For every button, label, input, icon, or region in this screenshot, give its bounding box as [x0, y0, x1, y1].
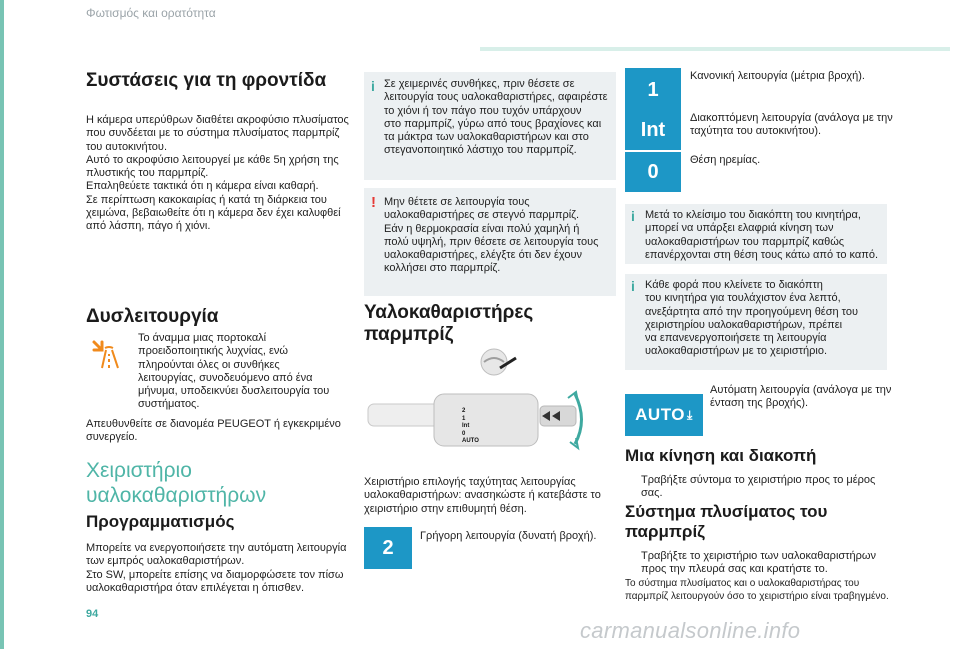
care-title: Συστάσεις για τη φροντίδα — [86, 70, 327, 91]
chapter-header: Φωτισμός και ορατότητα — [86, 6, 216, 20]
front-wipers-title: Υαλοκαθαριστήρες παρμπρίζ — [364, 302, 534, 345]
washer-title: Σύστημα πλυσίματος του παρμπρίζ — [625, 502, 828, 541]
info-icon: i — [371, 78, 375, 94]
stalk-caption: Χειριστήριο επιλογής ταχύτητας λειτουργίας υαλοκαθαριστήρων: ανασηκώστε ή κατεβάστε το χειριστήριο στην επιθυμητή θέση. — [364, 476, 601, 515]
int-tile: Int — [625, 110, 681, 150]
care-text: Η κάμερα υπερύθρων διαθέτει ακροφύσιο πλυσίματος που συνδέεται με το σύστημα πλυσίματος παρμπρίζ του αυτοκινήτου. Αυτό το ακροφύσιο λειτουργεί με κάθε 5η χρήση της πλυστικής του παρμπρίζ. Επαληθεύετε τακτικά ότι η κάμερα είναι καθαρή. Σε περίπτωση κακοκαιρίας ή κατά τη διάρκεια του χειμώνα, βεβαιωθείτε ότι η κάμερα δεν έχει καλυφθεί από λάσπη, πάγο ή χιόνι. — [86, 114, 349, 233]
warning-note: ! Μην θέτετε σε λειτουργία τους υαλοκαθαριστήρες σε στεγνό παρμπρίζ. Εάν η θερμοκρασία είναι πολύ χαμηλή ή πολύ υψηλή, πριν θέσετε σε λειτουργία τους υαλοκαθαριστήρες, ελέγξτε ότι δεν έχουν κολλήσει στο παρμπρίζ. — [364, 188, 616, 296]
winter-note: i Σε χειμερινές συνθήκες, πριν θέσετε σε λειτουργία τους υαλοκαθαριστήρες, αφαιρέστε το χιόνι ή τον πάγο που τυχόν υπάρχουν στο παρμπρίζ, γύρω από τους βραχίονες και τα μάκτρα των υαλοκαθαριστήρων και στο στεγανοποιητικό λάστιχο του παρμπρίζ. — [364, 72, 616, 180]
washer-text: Τραβήξτε το χειριστήριο των υαλοκαθαριστήρων προς την πλευρά σας και κρατήστε το. — [641, 550, 876, 576]
off-text: Θέση ηρεμίας. — [690, 154, 761, 166]
speed2-tile: 2 — [364, 527, 412, 569]
speed2-text: Γρήγορη λειτουργία (δυνατή βροχή). — [420, 530, 597, 542]
programming-title: Προγραμματισμός — [86, 512, 235, 531]
watermark: carmanualsonline.info — [580, 618, 801, 643]
auto-tile: AUTO ⤓ — [625, 394, 703, 436]
reactivation-note: i Κάθε φορά που κλείνετε το διακόπτη του κινητήρα για τουλάχιστον ένα λεπτό, ανεξάρτητα από την προηγούμενη θέση του χειριστηρίου υαλοκαθαριστήρων, πρέπει να επανενεργοποιήσετε τη λειτουργία υαλοκαθαριστήρων με το χειριστήριο. — [625, 274, 887, 370]
programming-text: Μπορείτε να ενεργοποιήσετε την αυτόματη λειτουργία των εμπρός υαλοκαθαριστήρων. Στο SW, μπορείτε επίσης να διαμορφώσετε τον πίσω υαλοκαθαριστήρα όταν επιλέγεται η όπισθεν. — [86, 542, 347, 594]
single-wipe-title: Μια κίνηση και διακοπή — [625, 446, 817, 465]
warning-icon: ! — [371, 194, 376, 211]
malfunction-title: Δυσλειτουργία — [86, 306, 219, 327]
info-icon: i — [631, 208, 635, 224]
after-ignition-note: i Μετά το κλείσιμο του διακόπτη του κινητήρα, μπορεί να υπάρξει ελαφριά κίνηση των υαλοκαθαριστήρων του παρμπρίζ καθώς επανέρχονται στη θέση τους κάτω από το καπό. — [625, 204, 887, 264]
washer-extra-text: Το σύστημα πλυσίματος και ο υαλοκαθαριστήρας του παρμπρίζ λειτουργούν όσο το χειριστήριο είναι τραβηγμένο. — [625, 578, 889, 602]
speed1-tile: 1 — [625, 68, 681, 112]
speed1-text: Κανονική λειτουργία (μέτρια βροχή). — [690, 70, 865, 82]
off-tile: 0 — [625, 152, 681, 192]
auto-text: Αυτόματη λειτουργία (ανάλογα με την ένταση της βροχής). — [710, 384, 892, 410]
info-icon: i — [631, 278, 635, 294]
stalk-position-labels: 2 1 Int 0 AUTO — [462, 408, 479, 444]
page-edge-bar — [0, 0, 4, 649]
header-rule — [480, 47, 950, 51]
int-text: Διακοπτόμενη λειτουργία (ανάλογα με την ταχύτητα του αυτοκινήτου). — [690, 112, 893, 138]
malfunction-text: Το άναμμα μιας πορτοκαλί προειδοποιητικής λυχνίας, ενώ πληρούνται όλες οι συνθήκες λειτουργίας, συνοδευόμενο από ένα μήνυμα, υποδεικνύει δυσλειτουργία του συστήματος. — [138, 332, 330, 411]
wiper-stalk-illustration — [364, 344, 616, 464]
page-number: 94 — [86, 608, 99, 620]
auto-rain-icon: ⤓ — [687, 407, 693, 422]
wiper-control-title: Χειριστήριο υαλοκαθαριστήρων — [86, 459, 267, 507]
dealer-text: Απευθυνθείτε σε διανομέα PEUGEOT ή εγκεκριμένο συνεργείο. — [86, 418, 341, 444]
camera-warning-lamp-icon — [88, 336, 128, 376]
single-wipe-text: Τραβήξτε σύντομα το χειριστήριο προς το μέρος σας. — [641, 474, 876, 500]
